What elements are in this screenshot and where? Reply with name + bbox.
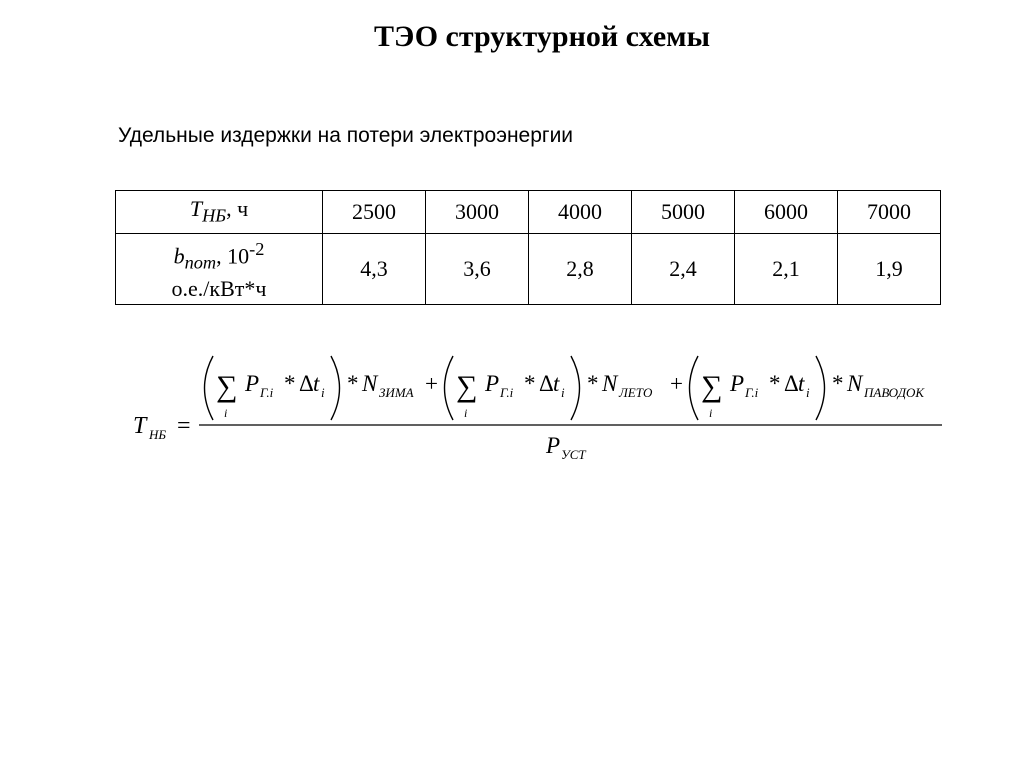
delta-symbol: Δ xyxy=(784,371,799,396)
formula-svg xyxy=(100,340,960,480)
delta-symbol: Δ xyxy=(299,371,314,396)
table-cell: 2,8 xyxy=(529,234,632,305)
times-sign: * xyxy=(347,371,359,396)
table-row-hours xyxy=(116,191,941,234)
equals-sign: = xyxy=(177,413,191,439)
table-cell: 4000 xyxy=(529,191,632,234)
table-cell: 4,3 xyxy=(323,234,426,305)
sum-symbol: ∑ xyxy=(456,370,478,403)
plus-sign: + xyxy=(425,371,438,396)
power-subscript: Г.i xyxy=(260,385,274,400)
page-title: ТЭО структурной схемы xyxy=(374,20,710,53)
sum-index: i xyxy=(709,406,713,420)
sum-index: i xyxy=(464,406,468,420)
numerator-term-1 xyxy=(205,356,414,420)
power-subscript: Г.i xyxy=(745,385,759,400)
left-paren xyxy=(445,356,454,420)
lhs-symbol: T xyxy=(133,413,147,439)
time-symbol: t xyxy=(313,371,320,396)
time-subscript: i xyxy=(321,385,325,400)
left-paren xyxy=(690,356,699,420)
table-cell: 2,4 xyxy=(632,234,735,305)
power-symbol: P xyxy=(485,371,500,396)
denominator-subscript: УСТ xyxy=(561,447,586,462)
row-header-hours: $T_{НБ}$, ч xyxy=(116,191,323,234)
right-paren xyxy=(816,356,825,420)
sum-index: i xyxy=(224,406,228,420)
time-symbol: t xyxy=(553,371,560,396)
table-cell: 3000 xyxy=(426,191,529,234)
table-cell: 2,1 xyxy=(735,234,838,305)
table-cell: 6000 xyxy=(735,191,838,234)
table-cell: 1,9 xyxy=(838,234,941,305)
n-symbol: N xyxy=(362,371,378,396)
table-cell: 7000 xyxy=(838,191,941,234)
times-sign: * xyxy=(769,371,781,396)
denominator-symbol: P xyxy=(546,433,561,458)
table-cell: 2500 xyxy=(323,191,426,234)
sum-symbol: ∑ xyxy=(216,370,238,403)
right-paren xyxy=(331,356,340,420)
delta-symbol: Δ xyxy=(539,371,554,396)
n-symbol: N xyxy=(847,371,863,396)
time-symbol: t xyxy=(798,371,805,396)
table-cell: 3,6 xyxy=(426,234,529,305)
sum-symbol: ∑ xyxy=(701,370,723,403)
n-subscript-winter: ЗИМА xyxy=(379,385,414,400)
left-paren xyxy=(205,356,214,420)
n-subscript-summer: ЛЕТО xyxy=(619,385,653,400)
power-symbol: P xyxy=(730,371,745,396)
time-subscript: i xyxy=(806,385,810,400)
row-header-costs: $b_{пот}$, $10^{-2}$ о.е./кВт*ч xyxy=(116,234,323,305)
power-subscript: Г.i xyxy=(500,385,514,400)
lhs-subscript: НБ xyxy=(149,427,167,442)
numerator-term-3 xyxy=(690,356,926,420)
times-sign: * xyxy=(832,371,844,396)
table-caption: Удельные издержки на потери электроэнергии xyxy=(118,124,574,147)
n-subscript-flood: ПАВОДОК xyxy=(864,385,925,400)
numerator-term-2 xyxy=(445,356,653,420)
times-sign: * xyxy=(524,371,536,396)
power-symbol: P xyxy=(245,371,260,396)
formula xyxy=(100,340,960,480)
plus-sign: + xyxy=(670,371,683,396)
times-sign: * xyxy=(284,371,296,396)
time-subscript: i xyxy=(561,385,565,400)
loss-cost-table xyxy=(115,190,941,305)
table-cell: 5000 xyxy=(632,191,735,234)
n-symbol: N xyxy=(602,371,618,396)
right-paren xyxy=(571,356,580,420)
times-sign: * xyxy=(587,371,599,396)
table-row-costs xyxy=(116,234,941,305)
